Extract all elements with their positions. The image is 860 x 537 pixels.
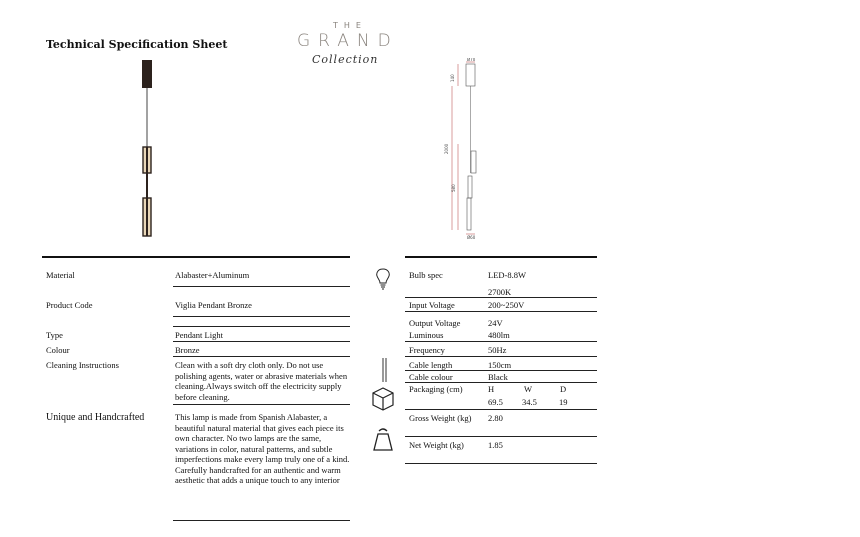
input-voltage-value: 200~250V [488, 300, 525, 310]
brand-logo: GRAND [297, 31, 399, 51]
gross-weight-value: 2.80 [488, 413, 503, 423]
dim-canopy: 140 [450, 74, 455, 82]
row-rule [405, 382, 597, 383]
cleaning-value: Clean with a soft dry cloth only. Do not use polishing agents, water or abrasive materials when cleaning.Always switch off the electricity supply before cleaning. [175, 360, 348, 402]
brand-collection: Collection [312, 53, 379, 66]
dim-bottom: Ø60 [467, 235, 476, 240]
page-title: Technical Specification Sheet [46, 38, 228, 51]
colour-label: Colour [46, 345, 70, 355]
luminous-label: Luminous [409, 330, 444, 340]
lamp-photo [125, 60, 170, 238]
dimension-drawing [440, 58, 490, 240]
type-value: Pendant Light [175, 330, 223, 340]
row-rule [405, 341, 597, 342]
row-rule [173, 286, 350, 287]
row-rule [173, 356, 350, 357]
row-rule [173, 404, 350, 405]
material-value: Alabaster+Aluminum [175, 270, 250, 280]
cleaning-label: Cleaning Instructions [46, 360, 119, 370]
row-rule [405, 463, 597, 464]
input-voltage-label: Input Voltage [409, 300, 455, 310]
bulb-label: Bulb spec [409, 270, 443, 280]
row-rule [405, 356, 597, 357]
cable-colour-value: Black [488, 372, 508, 382]
net-weight-value: 1.85 [488, 440, 503, 450]
cable-icon [381, 358, 389, 382]
packaging-d-value: 19 [559, 397, 568, 407]
box-icon [372, 387, 394, 411]
dim-body: 580 [451, 184, 456, 192]
output-voltage-value: 24V [488, 318, 503, 328]
row-rule [405, 311, 597, 312]
row-rule [173, 520, 350, 521]
frequency-value: 50Hz [488, 345, 507, 355]
colour-value: Bronze [175, 345, 200, 355]
luminous-value: 480lm [488, 330, 510, 340]
right-table-top-rule [405, 256, 597, 258]
unique-value: This lamp is made from Spanish Alabaster, a beautiful natural material that gives each piece its own character. No two lamps are the same, variations in color, natural patterns, and subtle imperfections make every lamp truly one of a kind. Carefully handcrafted for an authentic and warm aesthetic that adds a unique touch to any interior [175, 412, 350, 485]
product-code-label: Product Code [46, 300, 93, 310]
bulb-value: LED-8.8W [488, 270, 527, 280]
packaging-w-label: W [524, 384, 533, 394]
bulb-icon [375, 268, 391, 290]
packaging-d-label: D [560, 384, 567, 394]
row-rule [173, 326, 350, 327]
bulb-value-2: 2700K [488, 287, 512, 297]
packaging-h-label: H [488, 384, 495, 394]
packaging-h-value: 69.5 [488, 397, 503, 407]
unique-label: Unique and Handcrafted [46, 412, 145, 423]
packaging-label: Packaging (cm) [409, 384, 463, 394]
row-rule [405, 370, 597, 371]
weight-icon [373, 428, 393, 452]
left-table-top-rule [42, 256, 350, 258]
material-label: Material [46, 270, 75, 280]
cable-length-value: 150cm [488, 360, 512, 370]
row-rule [173, 316, 350, 317]
row-rule [173, 341, 350, 342]
gross-weight-label: Gross Weight (kg) [409, 413, 472, 423]
row-rule [405, 297, 597, 298]
type-label: Type [46, 330, 63, 340]
row-rule [405, 409, 597, 410]
frequency-label: Frequency [409, 345, 445, 355]
dim-cable: 2000 [444, 143, 449, 154]
net-weight-label: Net Weight (kg) [409, 440, 464, 450]
dim-top: Ø70 [467, 58, 476, 62]
row-rule [405, 436, 597, 437]
packaging-w-value: 34.5 [522, 397, 537, 407]
product-code-value: Viglia Pendant Bronze [175, 300, 252, 310]
cable-colour-label: Cable colour [409, 372, 453, 382]
cable-length-label: Cable length [409, 360, 453, 370]
brand-the: THE [333, 21, 367, 30]
output-voltage-label: Output Voltage [409, 318, 461, 328]
